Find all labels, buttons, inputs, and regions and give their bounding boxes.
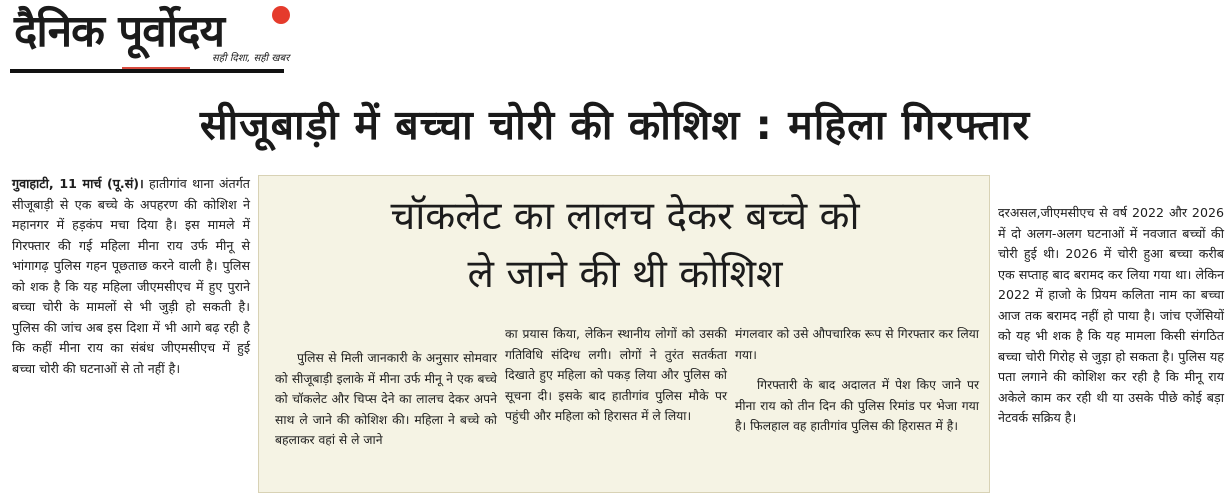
- sub-headline-line-1: चॉकलेट का लालच देकर बच्चे को: [390, 194, 860, 239]
- sub-headline: [259, 188, 991, 304]
- newspaper-logo: दैनिक पूर्वोदय: [14, 6, 225, 57]
- left-column-text: [12, 174, 250, 379]
- boxed-column-3-para-1: मंगलवार को उसे औपचारिक रूप से गिरफ्तार कर लिया गया।: [735, 327, 979, 362]
- boxed-column-2: [505, 324, 727, 427]
- masthead: [10, 4, 288, 72]
- right-column-text: दरअसल,जीएमसीएच से वर्ष 2022 और 2026 में दो अलग-अलग घटनाओं में नवजात बच्चों की चोरी हुई थी। 2026 में चोरी हुआ बच्चा करीब एक सप्ताह बाद बरामद कर लिया गया था। लेकिन 2022 में हाजो के प्रियम कलिता नाम का बच्चा आज तक बरामद नहीं हो पाया है। जांच एजेंसियों को यह भी शक है कि यह मामला किसी संगठित बच्चा चोरी गिरोह से जुड़ा हो सकता है। पुलिस यह पता लगाने की कोशिश कर रही है कि मीनू राय अकेले काम कर रही थी या उसके पीछे कोई बड़ा नेटवर्क सक्रिय है।: [998, 205, 1224, 425]
- boxed-column-1: [275, 348, 497, 451]
- boxed-column-3-para-2: गिरफ्तारी के बाद अदालत में पेश किए जाने पर मीना राय को तीन दिन की पुलिस रिमांड पर भेजा गया है। फिलहाल वह हातीगांव पुलिस की हिरासत में है।: [735, 378, 979, 433]
- sub-headline-line-2: ले जाने की थी कोशिश: [467, 252, 783, 297]
- boxed-story: [258, 175, 990, 493]
- dateline: गुवाहाटी, 11 मार्च (पू.सं)।: [12, 176, 144, 191]
- boxed-column-2-text: का प्रयास किया, लेकिन स्थानीय लोगों को उसकी गतिविधि संदिग्ध लगी। लोगों ने तुरंत सतर्कता दिखाते हुए महिला को पकड़ लिया और पुलिस को सूचना दी। इसके बाद हातीगांव पुलिस मौके पर पहुंची और महिला को हिरासत में ले लिया।: [505, 327, 727, 423]
- main-headline: सीजूबाड़ी में बच्चा चोरी की कोशिश : महिला गिरफ्तार: [199, 101, 1031, 149]
- newspaper-tagline: सही दिशा, सही खबर: [212, 53, 290, 64]
- left-column-body: हातीगांव थाना अंतर्गत सीजूबाड़ी से एक बच्चे के अपहरण की कोशिश ने महानगर में हड़कंप मचा दिया है। इस मामले में गिरफ्तार की गई महिला मीना राय उर्फ मीनू से भांगागढ़ पुलिस गहन पूछताछ करने वाली है। पुलिस को शक है कि यह महिला जीएमसीएच में हुए पुराने बच्चा चोरी के मामलों से भी जुड़ी हो सकती है। पुलिस की जांच अब इस दिशा में भी आगे बढ़ रही है कि कहीं मीना राय का संबंध जीएमसीएच में हुई बच्चा चोरी की घटनाओं से तो नहीं है।: [12, 176, 250, 376]
- boxed-column-3: [735, 324, 979, 437]
- boxed-column-1-text: पुलिस से मिली जानकारी के अनुसार सोमवार को सीजूबाड़ी इलाके में मीना उर्फ मीनू ने एक बच्चे को चॉकलेट और चिप्स देने का लालच देकर अपने साथ ले जाने की कोशिश की। महिला ने बच्चे को बहलाकर वहां से ले जाने: [275, 351, 497, 447]
- left-column: [12, 174, 250, 379]
- masthead-rule: [10, 69, 284, 73]
- right-column: [998, 203, 1224, 429]
- logo-dot: [272, 6, 290, 24]
